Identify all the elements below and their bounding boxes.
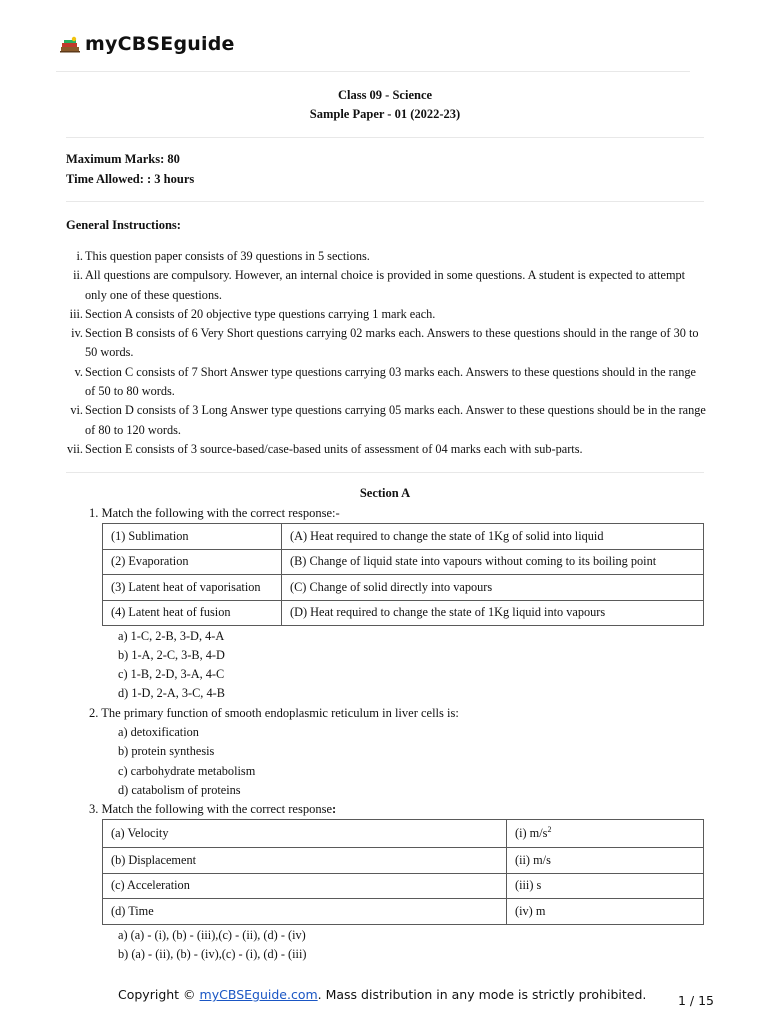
divider — [66, 201, 704, 202]
book-stack-icon — [58, 32, 82, 56]
question-3-prompt: 3. Match the following with the correct response: — [89, 802, 337, 816]
list-item: vi. Section D consists of 3 Long Answer type questions carrying 05 marks each. Answer to these questions should be in the range of 80 to 120 words. — [70, 403, 706, 437]
list-item: i. This question paper consists of 39 questions in 5 sections. — [76, 249, 370, 263]
question-1-prompt: 1. Match the following with the correct response:- — [89, 506, 340, 520]
option: b) protein synthesis — [118, 744, 215, 758]
table-cell: (d) Time — [103, 899, 507, 925]
option: d) 1-D, 2-A, 3-C, 4-B — [118, 686, 225, 700]
section-title: Section A — [359, 486, 411, 500]
table-cell: (c) Acceleration — [103, 873, 507, 899]
list-item: v. Section C consists of 7 Short Answer type questions carrying 03 marks each. Answers to these questions should in the range of 50 to 80 words. — [74, 364, 696, 399]
option: c) carbohydrate metabolism — [118, 764, 256, 778]
table-row — [103, 899, 704, 925]
table-row — [103, 820, 704, 848]
option: a) (a) - (i), (b) - (iii),(c) - (ii), (d) - (iv) — [118, 928, 306, 942]
table-cell: (a) Velocity — [103, 820, 507, 848]
question-2-prompt: 2. The primary function of smooth endoplasmic reticulum in liver cells is: — [89, 706, 459, 720]
list-item: iii. Section A consists of 20 objective type questions carrying 1 mark each. — [69, 306, 436, 321]
list-item: ii. All questions are compulsory. However, an internal choice is provided in some questions. A student is expected to attempt only one of these questions. — [73, 268, 686, 302]
instructions-heading: General Instructions: — [66, 218, 181, 232]
table-row — [103, 848, 704, 874]
option: b) 1-A, 2-C, 3-B, 4-D — [118, 648, 225, 662]
brand-name: myCBSEguide — [85, 33, 235, 55]
table-cell: (D) Heat required to change the state of 1Kg liquid into vapours — [282, 600, 704, 626]
option: c) 1-B, 2-D, 3-A, 4-C — [118, 667, 225, 681]
option: a) detoxification — [118, 725, 199, 739]
time-allowed: Time Allowed: : 3 hours — [66, 172, 195, 186]
divider — [66, 472, 704, 473]
list-item: iv. Section B consists of 6 Very Short questions carrying 02 marks each. Answers to these questions should in the range of 30 to 50 words. — [71, 326, 699, 360]
table-row — [103, 549, 704, 575]
table-cell: (b) Displacement — [103, 848, 507, 874]
site-link[interactable]: myCBSEguide.com — [199, 987, 318, 1002]
table-cell: (iv) m — [507, 899, 704, 925]
instructions-list — [60, 247, 710, 459]
max-marks: Maximum Marks: 80 — [66, 152, 180, 166]
table-cell: (C) Change of solid directly into vapours — [282, 575, 704, 601]
list-item: vii. Section E consists of 3 source-based/case-based units of assessment of 04 marks each with sub-parts. — [66, 441, 583, 456]
option: a) 1-C, 2-B, 3-D, 4-A — [118, 629, 225, 643]
table-cell: (1) Sublimation — [103, 524, 282, 550]
table-row — [103, 524, 704, 550]
class-title: Class 09 - Science — [337, 88, 433, 102]
brand-logo[interactable] — [58, 32, 235, 56]
paper-title: Sample Paper - 01 (2022-23) — [309, 107, 461, 121]
table-cell: (i) $m/s^2$ — [507, 820, 704, 848]
table-cell: (A) Heat required to change the state of 1Kg of solid into liquid — [282, 524, 704, 550]
table-cell: (4) Latent heat of fusion — [103, 600, 282, 626]
option: d) catabolism of proteins — [118, 783, 241, 797]
table-cell: (2) Evaporation — [103, 549, 282, 575]
question-3-match-table — [102, 819, 704, 925]
question-1-match-table — [102, 523, 704, 626]
table-row — [103, 873, 704, 899]
copyright-notice: Copyright © myCBSEguide.com. Mass distribution in any mode is strictly prohibited. — [118, 987, 647, 1002]
option: b) (a) - (ii), (b) - (iv),(c) - (i), (d) - (iii) — [118, 947, 307, 961]
table-cell: (B) Change of liquid state into vapours without coming to its boiling point — [282, 549, 704, 575]
divider — [66, 137, 704, 138]
table-cell: (iii) s — [507, 873, 704, 899]
page-number: 1 / 15 — [677, 993, 714, 1008]
table-cell: (3) Latent heat of vaporisation — [103, 575, 282, 601]
header-divider — [56, 71, 690, 72]
table-cell: (ii) m/s — [507, 848, 704, 874]
table-row — [103, 600, 704, 626]
table-row — [103, 575, 704, 601]
